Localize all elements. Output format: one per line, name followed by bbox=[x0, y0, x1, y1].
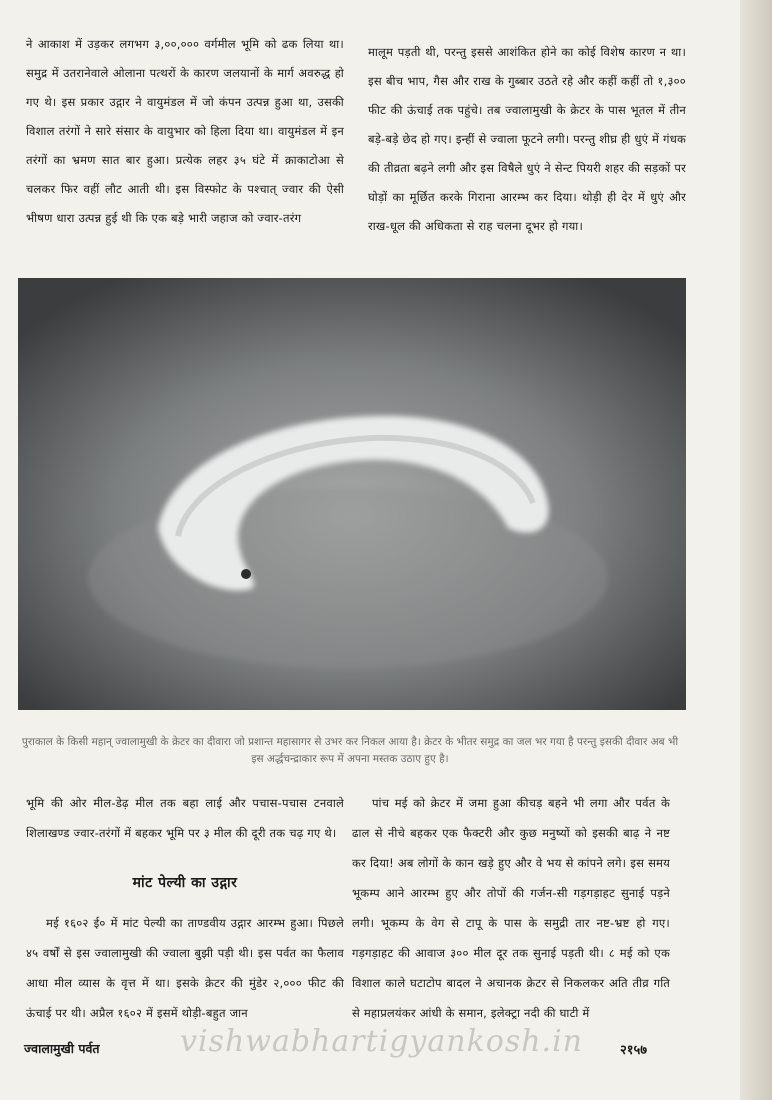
running-footer-title: ज्वालामुखी पर्वत bbox=[24, 1041, 100, 1056]
top-left-column bbox=[26, 30, 344, 233]
paragraph: भूमि की ओर मील-डेढ़ मील तक बहा लाई और पचास-पचास टनवाले शिलाखण्ड ज्वार-तरंगों में बहकर भूमि पर ३ मील की दूरी तक चढ़ गए थे। bbox=[26, 796, 344, 840]
page-number: २१५७ bbox=[620, 1043, 648, 1058]
crater-island-image bbox=[18, 278, 686, 710]
crater-photo bbox=[18, 278, 686, 710]
paragraph: मालूम पड़ती थी, परन्तु इससे आशंकित होने का कोई विशेष कारण न था। इस बीच भाप, गैस और राख के गुब्बार उठते रहे और कहीं कहीं तो १,३०० फीट की ऊंचाई तक पहुंचे। तब ज्वालामुखी के क्रेटर के पास भूतल में तीन बड़े-बड़े छेद हो गए। इन्हीं से ज्वाला फूटने लगी। परन्तु शीघ्र ही धुएं में गंधक की तीव्रता बढ़ने लगी और इस विषैले धुएं ने सेन्ट पियरी शहर की सड़कों पर घोड़ों का मूर्छित करके गिराना आरम्भ कर दिया। थोड़ी ही देर में धुएं और राख-धूल की अधिकता से राह चलना दूभर हो गया। bbox=[368, 45, 686, 233]
section-heading: मांट पेल्यी का उद्गार bbox=[132, 875, 238, 891]
top-right-column bbox=[368, 38, 686, 241]
photo-caption: पुराकाल के किसी महान् ज्वालामुखी के क्रेटर का दीवारा जो प्रशान्त महासागर से उभर कर निकल आया है। क्रेटर के भीतर समुद्र का जल भर गया है परन्तु इसकी दीवार अब भी इस अर्द्धचन्द्राकार रूप में अपना मस्तक उठाए हुए है। bbox=[21, 736, 679, 765]
paragraph: ने आकाश में उड़कर लगभग ३,००,००० वर्गमील भूमि को ढक लिया था। समुद्र में उतरानेवाले ओलाना पत्थरों के कारण जलयानों के मार्ग अवरुद्ध हो गए थे। इस प्रकार उद्गार ने वायुमंडल में जो कंपन उत्पन्न हुआ था, उसकी विशाल तरंगों ने सारे संसार के वायुभार को हिला दिया था। वायुमंडल में इन तरंगों का भ्रमण सात बार हुआ। प्रत्येक लहर ३५ घंटे में क्राकाटोआ से चलकर फिर वहीं लौट आती थी। इस विस्फोट के पश्चात् ज्वार की ऐसी भीषण धारा उत्पन्न हुई थी कि एक बड़े भारी जहाज को ज्वार-तरंग bbox=[26, 37, 344, 225]
page-edge-shadow bbox=[740, 0, 772, 1100]
paragraph: मई १६०२ ई० में मांट पेल्यी का ताण्डवीय उद्गार आरम्भ हुआ। पिछले ४५ वर्षों से इस ज्वालामुखी की ज्वाला बुझी पड़ी थी। इस पर्वत का फैलाव आधा मील व्यास के वृत्त में था। इसके क्रेटर की मुंडेर २,००० फीट की ऊंचाई पर थी। अप्रैल १६०२ में इसमें थोड़ी-बहुत जान bbox=[26, 916, 344, 1020]
website-watermark: vishwabhartigyankosh.in bbox=[180, 1024, 583, 1059]
bottom-right-column bbox=[352, 788, 670, 1028]
boat-dot bbox=[241, 569, 251, 579]
bottom-left-column bbox=[26, 788, 344, 1028]
paragraph: पांच मई को क्रेटर में जमा हुआ कीचड़ बहने भी लगा और पर्वत के ढाल से नीचे बहकर एक फैक्टरी और कुछ मनुष्यों को इसकी बाढ़ ने नष्ट कर दिया! अब लोगों के कान खड़े हुए और वे भय से कांपने लगे। इस समय भूकम्प आने आरम्भ हुए और तोपों की गर्जन-सी गड़गड़ाहट सुनाई पड़ने लगी। भूकम्प के वेग से टापू के पास के समुद्री तार नष्ट-भ्रष्ट हो गए। गड़गड़ाहट की आवाज ३०० मील दूर तक सुनाई पड़ती थी। ८ मई को एक विशाल काले घटाटोप बादल ने अचानक क्रेटर से निकलकर अति तीव्र गति से महाप्रलयंकर आंधी के समान, इलेक्ट्रा नदी की घाटी में bbox=[352, 796, 670, 1020]
